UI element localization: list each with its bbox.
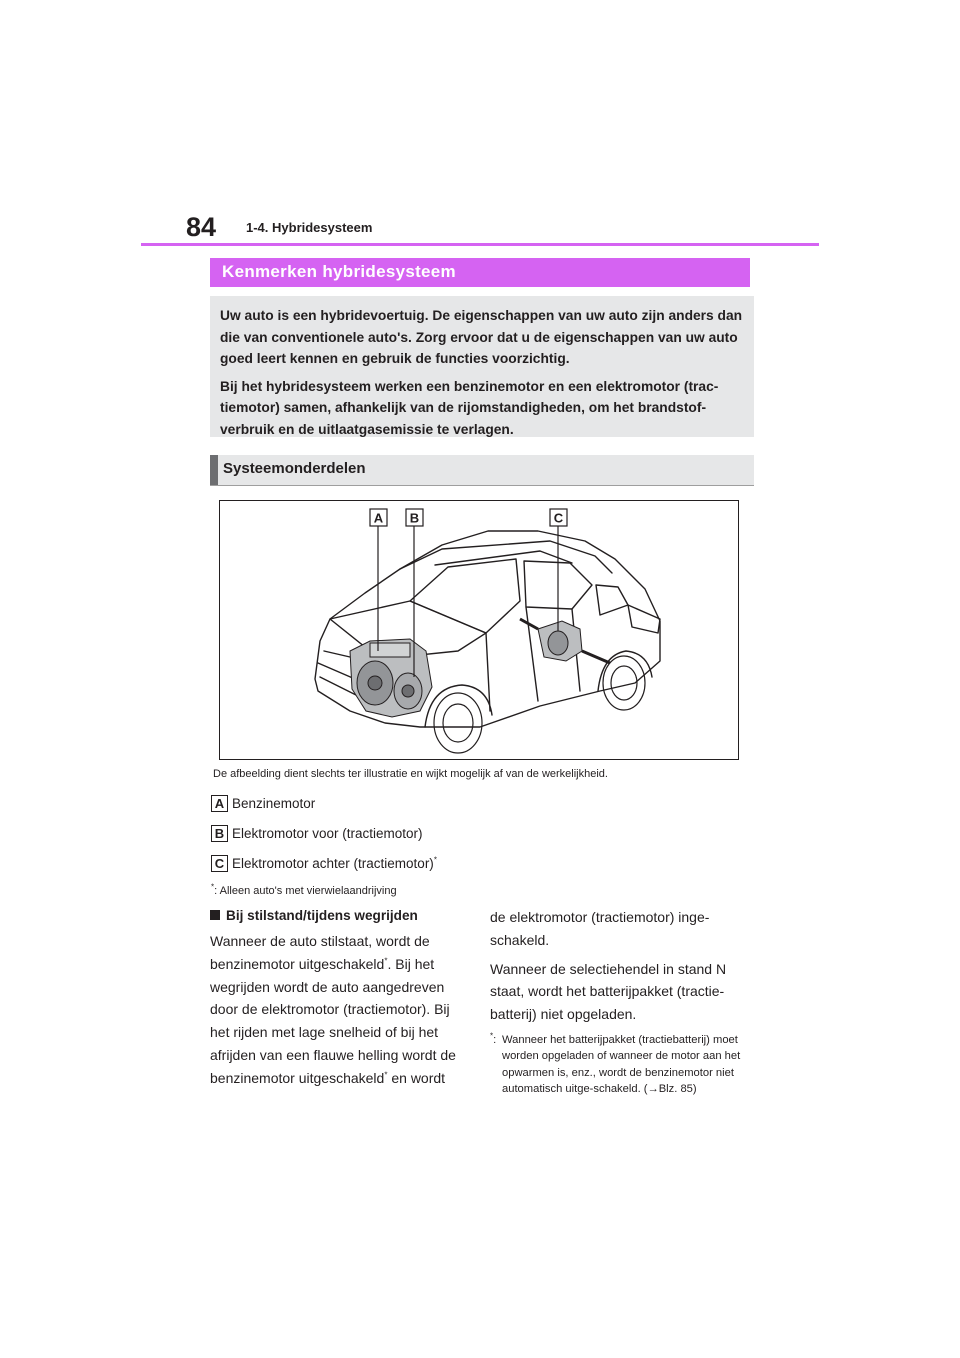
figure-caption: De afbeelding dient slechts ter illustratie en wijkt mogelijk af van de werkelijkheid. <box>213 768 608 780</box>
legend-key-b: B <box>211 825 228 842</box>
feature-banner <box>210 258 750 287</box>
banner-accent-bar <box>210 455 218 485</box>
svg-text:A: A <box>373 510 384 526</box>
footnote-awd: *: Alleen auto's met vierwielaandrijving <box>211 882 397 897</box>
callout-b <box>406 509 423 526</box>
components-title: Systeemonderdelen <box>223 460 366 477</box>
neutral-paragraph: Wanneer de selectiehendel in stand N staat, wordt het batterijpakket (tractie-batterij) niet opgeladen. <box>490 960 727 1023</box>
svg-text:B: B <box>409 510 420 526</box>
legend-label-c: Elektromotor achter (tractiemotor)* <box>232 855 437 871</box>
components-banner <box>210 455 754 486</box>
page-number: 84 <box>186 212 217 242</box>
intro-paragraph-2: Bij het hybridesysteem werken een benzinemotor en een elektromotor (trac-tiemotor) samen, afhankelijk van de rijomstandigheden, om het brandstof-verbruik en de uitlaatgasemissie te verlagen. <box>220 378 719 437</box>
square-bullet-icon <box>210 910 220 920</box>
feature-banner-title: Kenmerken hybridesysteem <box>222 262 456 281</box>
car-illustration <box>220 501 738 759</box>
section-title: 1-4. Hybridesysteem <box>246 220 373 235</box>
callout-c <box>550 509 567 526</box>
legend-key-c: C <box>211 855 228 872</box>
driving-footnote: *: Wanneer het batterijpakket (tractiebatterij) moet worden opgeladen of wanneer de motor aan het opwarmen is, enz., wordt de benzinemotor niet automatisch uitge-schakeld. (→Blz. 85) <box>490 1031 741 1096</box>
driving-paragraph-continued: de elektromotor (tractiemotor) inge-schakeld. <box>490 909 710 948</box>
intro-paragraph-1: Uw auto is een hybridevoertuig. De eigenschappen van uw auto zijn anders dan die van conventionele auto's. Zorg ervoor dat u de eigenschappen van uw auto goed leert kennen en gebruik de functies voorzichtig. <box>220 308 743 366</box>
intro-box <box>210 296 754 437</box>
legend-key-a: A <box>211 795 228 812</box>
legend-label-a: Benzinemotor <box>232 796 316 811</box>
header-divider <box>141 243 819 246</box>
driving-column-left <box>210 906 470 1090</box>
driving-heading: Bij stilstand/tijdens wegrijden <box>210 906 470 926</box>
driving-column-right <box>490 906 752 1098</box>
hybrid-system-figure <box>219 500 739 760</box>
driving-paragraph: Wanneer de auto stilstaat, wordt de benzinemotor uitgeschakeld*. Bij het wegrijden wordt de auto aangedreven door de elektromotor (tractiemotor). Bij het rijden met lage snelheid of bij het afrijden van een flauwe helling wordt de benzinemotor uitgeschakeld* en wordt <box>210 933 456 1086</box>
callout-a <box>370 509 387 526</box>
svg-text:C: C <box>553 510 564 526</box>
footnote-marker: * <box>433 855 437 865</box>
legend-label-b: Elektromotor voor (tractiemotor) <box>232 826 423 841</box>
